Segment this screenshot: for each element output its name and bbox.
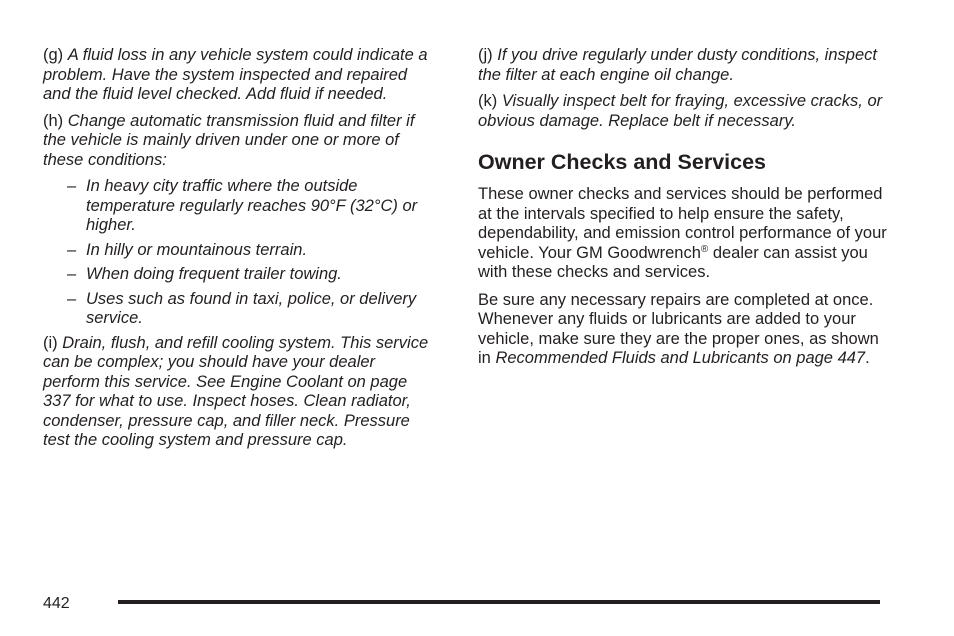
list-item-text: Uses such as found in taxi, police, or delivery service. <box>86 289 417 327</box>
dash-mark: – <box>67 289 77 308</box>
dash-mark: – <box>67 265 77 283</box>
maintenance-note-i <box>43 334 435 451</box>
right-column <box>478 46 888 377</box>
note-prefix: (k) <box>478 92 498 110</box>
list-item-text: In hilly or mountainous terrain. <box>86 240 308 259</box>
note-text: If you drive regularly under dusty conditions, inspect the filter at each engine oil change. <box>478 46 877 84</box>
conditions-list <box>43 177 435 329</box>
maintenance-note-h <box>43 112 435 171</box>
section-heading: Owner Checks and Services <box>478 150 767 174</box>
paragraph-text: These owner checks and services should be performed at the intervals specified to help ensure the safety, dependability, and emission control performance of your vehicle. Your GM Goodwrench <box>478 185 887 262</box>
maintenance-note-j <box>478 46 888 85</box>
registered-mark: ® <box>700 243 709 255</box>
footer-rule <box>118 600 880 604</box>
list-item <box>43 177 435 236</box>
note-prefix: (j) <box>478 46 493 64</box>
paragraph-text: Be sure any necessary repairs are completed at once. Whenever any fluids or lubricants are added to your vehicle, make sure they are the proper ones, as shown in <box>478 290 879 367</box>
left-column <box>43 46 435 458</box>
note-prefix: (h) <box>43 111 64 130</box>
owner-checks-paragraph <box>478 185 888 283</box>
dash-mark: – <box>67 177 77 195</box>
maintenance-note-k <box>478 92 888 131</box>
list-item <box>43 265 435 285</box>
repairs-paragraph <box>478 291 888 369</box>
paragraph-text: . <box>865 349 870 367</box>
list-item-text: When doing frequent trailer towing. <box>86 265 342 283</box>
note-text: Drain, flush, and refill cooling system. This service can be complex; you should have your dealer perform this service. See Engine Coolant on page 337 for what to use. Inspect hoses. Clean radiator, condenser, pressure cap, and filler neck. Pressure test the cooling system and pressure cap. <box>43 333 429 449</box>
note-prefix: (i) <box>43 333 58 352</box>
list-item-text: In heavy city traffic where the outside temperature regularly reaches 90°F (32°C) or higher. <box>86 177 418 234</box>
dash-mark: – <box>67 240 77 259</box>
note-text: A fluid loss in any vehicle system could indicate a problem. Have the system inspected and repaired and the fluid level checked. Add fluid if needed. <box>43 46 428 103</box>
note-text: Visually inspect belt for fraying, excessive cracks, or obvious damage. Replace belt if necessary. <box>478 92 883 130</box>
maintenance-note-g <box>43 46 435 105</box>
paragraph-text: dealer can assist you with these checks and services. <box>478 243 868 281</box>
note-prefix: (g) <box>43 46 64 64</box>
note-text: Change automatic transmission fluid and filter if the vehicle is mainly driven under one or more of these conditions: <box>43 111 415 169</box>
cross-reference: Recommended Fluids and Lubricants on page 447 <box>495 349 866 367</box>
list-item <box>43 241 435 261</box>
page-number: 442 <box>43 595 70 612</box>
list-item <box>43 290 435 329</box>
